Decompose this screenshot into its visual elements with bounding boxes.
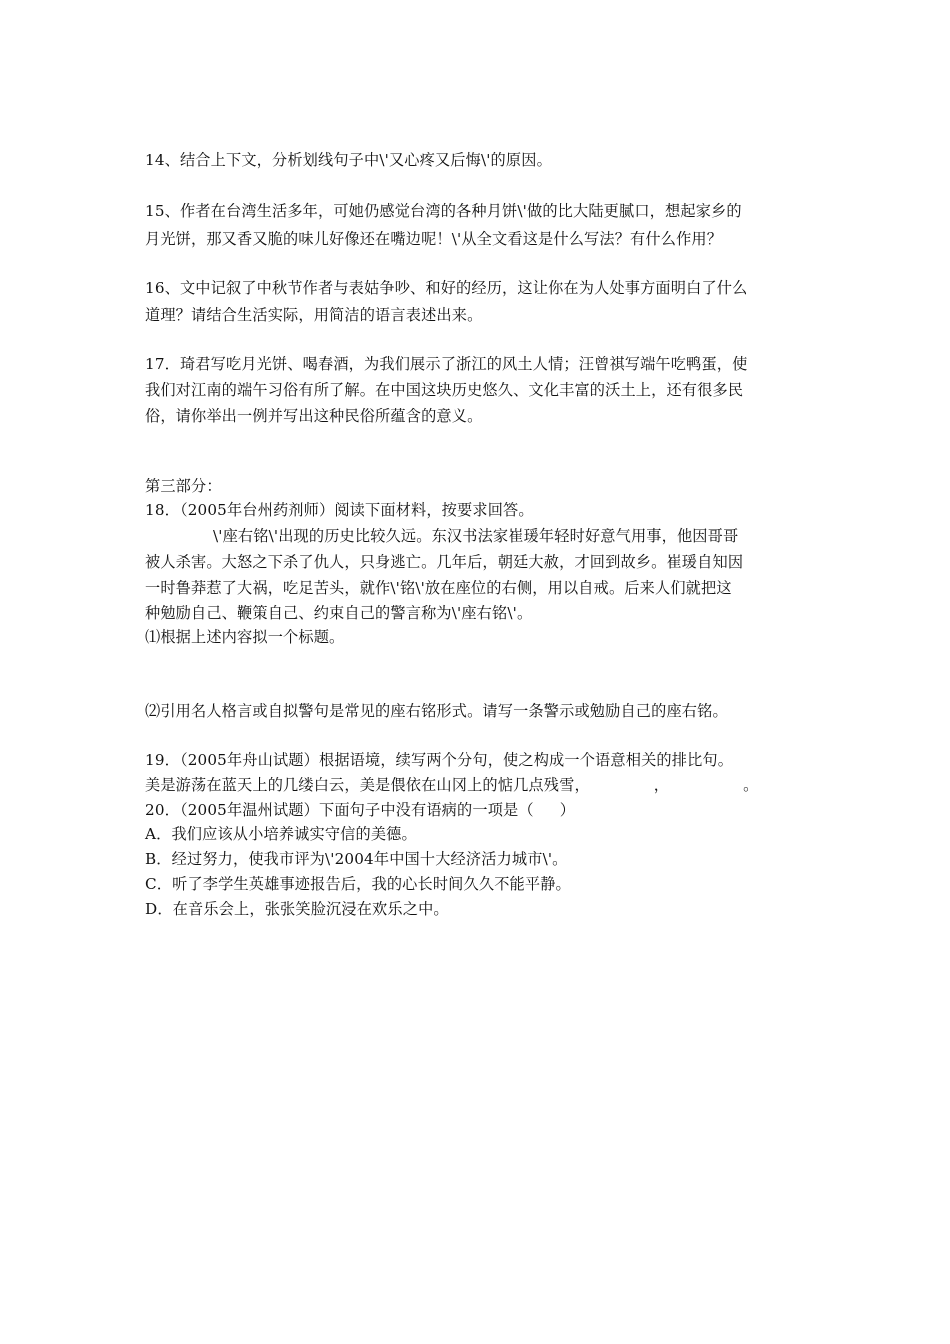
question-17-line-1: 17．琦君写吃月光饼、喝春酒，为我们展示了浙江的风土人情；汪曾祺写端午吃鸭蛋，使 bbox=[145, 355, 748, 373]
question-17-line-3: 俗，请你举出一例并写出这种民俗所蕴含的意义。 bbox=[145, 407, 483, 425]
question-20-intro-text: 20．（2005年温州试题）下面句子中没有语病的一项是（ bbox=[145, 801, 534, 819]
question-20-intro bbox=[145, 798, 815, 822]
question-16-line-1: 16、文中记叙了中秋节作者与表姑争吵、和好的经历，这让你在为人处事方面明白了什么 bbox=[145, 279, 748, 297]
question-17-line-2: 我们对江南的端午习俗有所了解。在中国这块历史悠久、文化丰富的沃土上，还有很多民 bbox=[145, 381, 744, 399]
question-19-intro: 19．（2005年舟山试题）根据语境，续写两个分句，使之构成一个语意相关的排比句。 bbox=[145, 751, 734, 769]
question-19-comma: ， bbox=[653, 776, 670, 794]
question-18-intro: 18．（2005年台州药剂师）阅读下面材料，按要求回答。 bbox=[145, 501, 534, 519]
question-19-sentence bbox=[145, 773, 815, 797]
question-20-option-d: D．在音乐会上，张张笑脸沉浸在欢乐之中。 bbox=[145, 900, 449, 918]
question-18-passage-line-3: 一时鲁莽惹了大祸，吃足苦头，就作\'铭\'放在座位的右侧，用以自戒。后来人们就把这 bbox=[145, 579, 732, 597]
question-20-option-a: A．我们应该从小培养诚实守信的美德。 bbox=[145, 825, 417, 843]
question-20-option-c: C．听了李学生英雄事迹报告后，我的心长时间久久不能平静。 bbox=[145, 875, 571, 893]
question-18-passage-line-1: \'座右铭\'出现的历史比较久远。东汉书法家崔瑗年轻时好意气用事，他因哥哥 bbox=[213, 527, 739, 545]
question-20-close-bracket: ） bbox=[559, 801, 576, 819]
question-18-subquestion-2: ⑵引用名人格言或自拟警句是常见的座右铭形式。请写一条警示或勉励自己的座右铭。 bbox=[145, 702, 728, 720]
question-20-option-b: B．经过努力，使我市评为\'2004年中国十大经济活力城市\'。 bbox=[145, 850, 568, 868]
part-three-heading: 第三部分： bbox=[145, 477, 222, 495]
question-19-period: 。 bbox=[743, 776, 759, 794]
question-18-passage-line-4: 种勉励自己、鞭策自己、约束自己的警言称为\'座右铭\'。 bbox=[145, 604, 533, 622]
question-18-passage-line-2: 被人杀害。大怒之下杀了仇人，只身逃亡。几年后，朝廷大赦，才回到故乡。崔瑗自知因 bbox=[145, 553, 744, 571]
question-18-subquestion-1: ⑴根据上述内容拟一个标题。 bbox=[145, 628, 345, 646]
question-15-line-2: 月光饼，那又香又脆的味儿好像还在嘴边呢！\'从全文看这是什么写法？有什么作用？ bbox=[145, 230, 723, 248]
question-14: 14、结合上下文，分析划线句子中\'又心疼又后悔\'的原因。 bbox=[145, 151, 552, 169]
question-16-line-2: 道理？请结合生活实际，用简洁的语言表述出来。 bbox=[145, 306, 483, 324]
question-15-line-1: 15、作者在台湾生活多年，可她仍感觉台湾的各种月饼\'做的比大陆更腻口，想起家乡的 bbox=[145, 202, 742, 220]
question-19-sentence-text: 美是游荡在蓝天上的几缕白云，美是偎依在山冈上的惦几点残雪， bbox=[145, 776, 590, 794]
